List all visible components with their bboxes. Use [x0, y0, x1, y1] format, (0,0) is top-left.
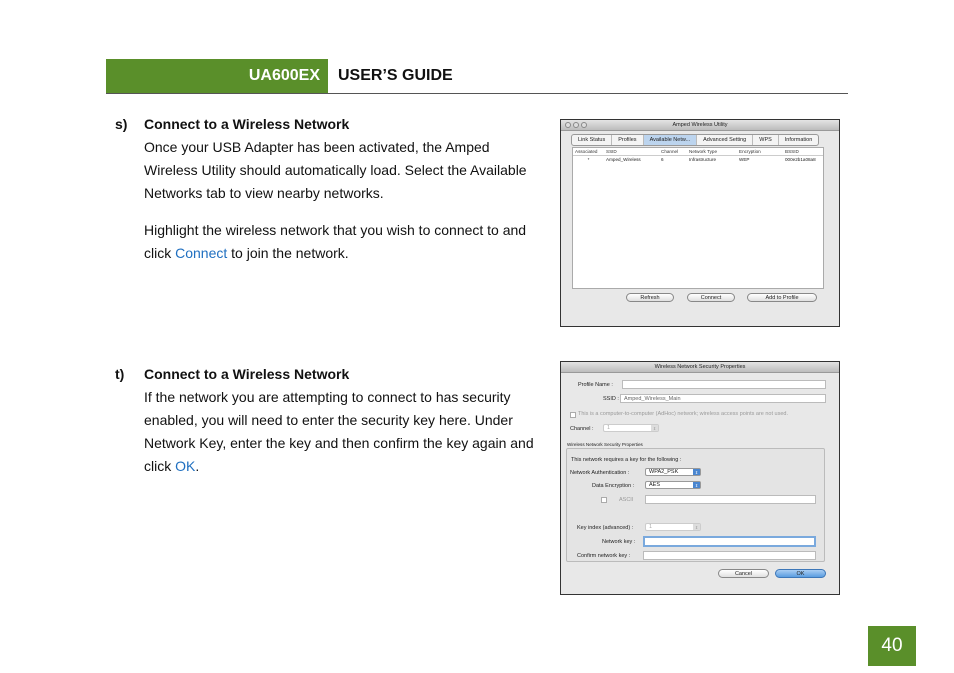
network-list-header — [573, 148, 823, 156]
para-text: . — [195, 458, 200, 474]
confirm-key-label: Confirm network key : — [577, 553, 631, 559]
cell-encryption: WEP — [739, 157, 750, 162]
cell-associated: * — [587, 157, 590, 162]
chevron-updown-icon: ⇕ — [652, 426, 657, 431]
refresh-button[interactable]: Refresh — [626, 293, 674, 302]
product-name-banner — [106, 59, 328, 93]
section-s — [115, 113, 544, 279]
column-header[interactable]: BSSID — [785, 149, 799, 154]
adhoc-checkbox[interactable] — [570, 412, 576, 418]
adhoc-label: This is a computer-to-computer (AdHoc) network; wireless access points are not used. — [578, 411, 788, 417]
confirm-key-input[interactable] — [643, 551, 816, 560]
channel-label: Channel : — [570, 426, 594, 432]
section-t — [115, 363, 544, 492]
window-title: Amped Wireless Utility — [672, 122, 728, 128]
para-text: to join the network. — [227, 245, 349, 261]
auth-select[interactable] — [645, 468, 701, 476]
key-index-value: 1 — [649, 524, 653, 530]
cell-channel: 6 — [661, 157, 664, 162]
section-paragraph — [144, 386, 544, 478]
section-letter: t) — [115, 366, 125, 382]
add-to-profile-button[interactable]: Add to Profile — [747, 293, 817, 302]
key-index-label: Key index (advanced) : — [577, 525, 634, 531]
para-text: If the network you are attempting to connect to has security enabled, you will need to enter the security key here. Under Network Key, enter the key and then confirm the key again and click — [144, 389, 534, 474]
zoom-window-icon[interactable] — [581, 122, 587, 128]
ascii-label: ASCII — [619, 497, 634, 503]
section-title: Connect to a Wireless Network — [144, 366, 350, 382]
profile-name-input[interactable] — [622, 380, 826, 389]
tab-link-status[interactable]: Link Status — [572, 135, 612, 145]
auth-label: Network Authentication : — [570, 470, 630, 476]
close-window-icon[interactable] — [565, 122, 571, 128]
divider — [572, 288, 824, 289]
encryption-select[interactable] — [645, 481, 701, 489]
chevron-updown-icon: ⇕ — [694, 525, 699, 530]
column-header[interactable]: Associated — [575, 149, 598, 154]
cell-network-type: Infrastructure — [689, 157, 717, 162]
column-header[interactable]: Channel — [661, 149, 679, 154]
table-row[interactable] — [573, 156, 823, 163]
section-paragraph: Once your USB Adapter has been activated, the Amped Wireless Utility should automatically load. Select the Available Networks tab to view nearby networks. — [144, 139, 527, 201]
key-index-select[interactable] — [645, 523, 701, 531]
ok-link: OK — [175, 458, 196, 474]
para-text: Highlight the wireless network that you wish to connect to and click — [144, 222, 527, 261]
cell-ssid: Amped_Wireless — [606, 157, 641, 162]
page-number: 40 — [868, 626, 916, 666]
tab-information[interactable]: Information — [784, 137, 813, 143]
security-group-title: Wireless Network Security Properties — [567, 442, 643, 447]
ssid-input[interactable]: Amped_Wireless_Main — [620, 394, 826, 403]
minimize-window-icon[interactable] — [573, 122, 579, 128]
window-titlebar — [561, 362, 839, 373]
auth-value: WPA2_PSK — [649, 469, 679, 475]
chevron-updown-icon: ⇕ — [694, 483, 699, 488]
window-titlebar — [561, 120, 839, 131]
tab-advanced-setting[interactable]: Advanced Setting — [697, 135, 753, 145]
column-header[interactable]: Encryption — [739, 149, 761, 154]
security-properties-window-screenshot — [560, 361, 840, 595]
section-paragraph-2 — [144, 219, 544, 265]
utility-tabs — [571, 134, 819, 146]
utility-window-screenshot — [560, 119, 840, 327]
ascii-checkbox[interactable] — [601, 497, 607, 503]
connect-link: Connect — [175, 245, 228, 261]
channel-value: 1 — [607, 425, 611, 431]
channel-select[interactable] — [603, 424, 659, 432]
tab-wps[interactable]: WPS — [753, 135, 779, 145]
window-title: Wireless Network Security Properties — [654, 364, 746, 370]
network-list[interactable] — [572, 147, 824, 289]
tab-available-networks[interactable]: Available Netw... — [644, 135, 698, 145]
window-controls — [565, 122, 587, 128]
network-key-label: Network key : — [602, 539, 636, 545]
connect-button[interactable]: Connect — [687, 293, 735, 302]
requires-key-text: This network requires a key for the following : — [571, 457, 682, 463]
product-name: UA600EX — [248, 67, 320, 84]
cell-bssid: 000e2b1a08a8 — [785, 157, 816, 162]
section-letter: s) — [115, 116, 128, 132]
guide-title: USER’S GUIDE — [338, 67, 453, 84]
column-header[interactable]: Network Type — [689, 149, 717, 154]
tab-profiles[interactable]: Profiles — [612, 135, 643, 145]
ascii-input[interactable] — [645, 495, 816, 504]
header-divider — [106, 93, 848, 94]
encryption-label: Data Encryption : — [592, 483, 635, 489]
section-title: Connect to a Wireless Network — [144, 116, 350, 132]
column-header[interactable]: SSID — [606, 149, 617, 154]
ssid-label: SSID : — [603, 396, 619, 402]
chevron-updown-icon: ⇕ — [694, 470, 699, 475]
cancel-button[interactable]: Cancel — [718, 569, 769, 578]
profile-name-label: Profile Name : — [578, 382, 613, 388]
network-key-input[interactable] — [643, 536, 816, 547]
ok-button[interactable]: OK — [775, 569, 826, 578]
encryption-value: AES — [649, 482, 661, 488]
